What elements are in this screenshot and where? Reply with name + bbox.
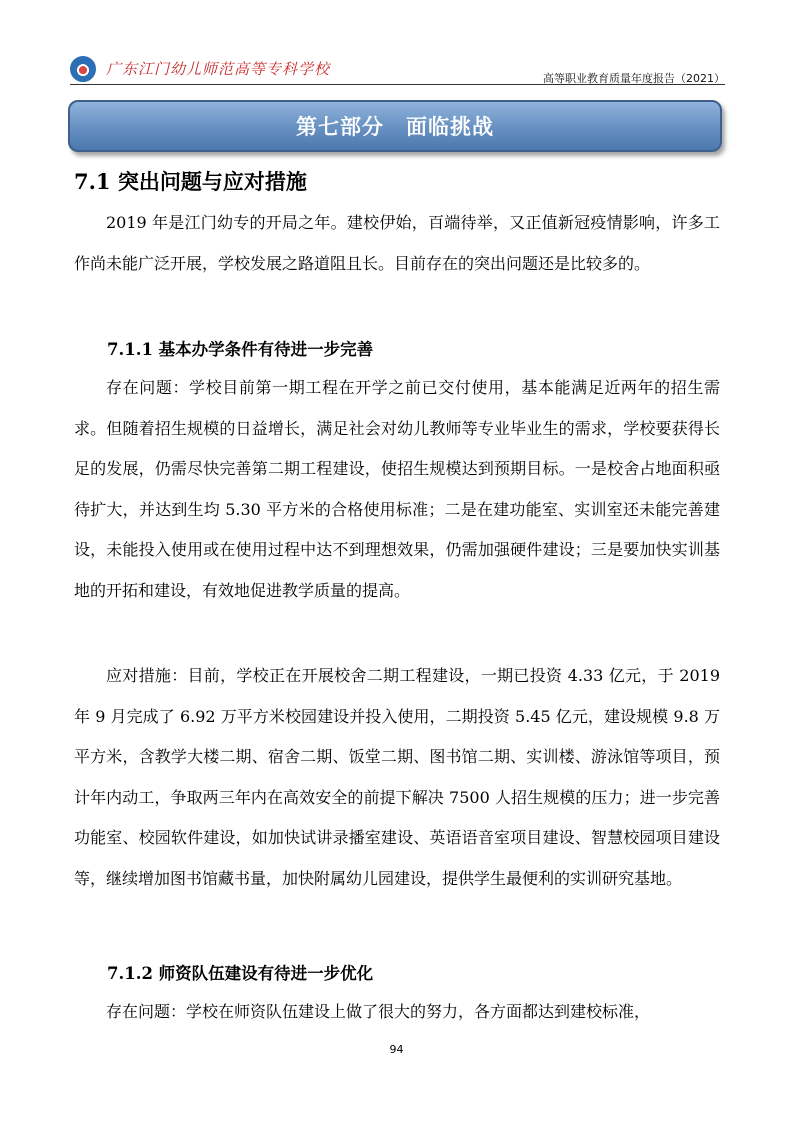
- part-banner: [68, 100, 722, 152]
- section-heading: 7.1 突出问题与应对措施: [74, 169, 307, 194]
- subsection-heading-2: 7.1.2 师资队伍建设有待进一步优化: [107, 964, 374, 983]
- page-header: [70, 52, 725, 86]
- problem-paragraph-1: 存在问题：学校目前第一期工程在开学之前已交付使用，基本能满足近两年的招生需求。但随着招生规模的日益增长，满足社会对幼儿教师等专业毕业生的需求，学校要获得长足的发展，仍需尽快完善第二期工程建设，使招生规模达到预期目标。一是校舍占地面积亟待扩大，并达到生均 5.30 平方米的合格使用标准；二是在建功能室、实训室还未能完善建设，未能投入使用或在使用过程中达不到理想效果，仍需加强硬件建设；三是要加快实训基地的开拓和建设，有效地促进教学质量的提高。: [74, 378, 720, 600]
- part-title: 第七部分 面临挑战: [296, 115, 494, 139]
- school-logo-icon: [70, 56, 96, 82]
- header-divider: [70, 84, 725, 85]
- school-name: 广东江门幼儿师范高等专科学校: [106, 60, 331, 78]
- page-number: 94: [389, 1043, 404, 1056]
- problem-paragraph-2: 存在问题：学校在师资队伍建设上做了很大的努力，各方面都达到建校标准，: [106, 1002, 651, 1021]
- report-title: 高等职业教育质量年度报告（2021）: [543, 72, 725, 85]
- section-intro-paragraph: 2019 年是江门幼专的开局之年。建校伊始，百端待举，又正值新冠疫情影响，许多工作尚未能广泛开展，学校发展之路道阻且长。目前存在的突出问题还是比较多的。: [74, 213, 720, 273]
- measures-paragraph-1: 应对措施：目前，学校正在开展校舍二期工程建设，一期已投资 4.33 亿元，于 2019 年 9 月完成了 6.92 万平方米校园建设并投入使用，二期投资 5.45 亿元，建设规模 9.8 万平方米，含教学大楼二期、宿舍二期、饭堂二期、图书馆二期、实训楼、游泳馆等项目，预计年内动工，争取两三年内在高效安全的前提下解决 7500 人招生规模的压力；进一步完善功能室、校园软件建设，如加快试讲录播室建设、英语语音室项目建设、智慧校园项目建设等，继续增加图书馆藏书量，加快附属幼儿园建设，提供学生最便利的实训研究基地。: [74, 666, 720, 888]
- subsection-heading-1: 7.1.1 基本办学条件有待进一步完善: [107, 340, 374, 359]
